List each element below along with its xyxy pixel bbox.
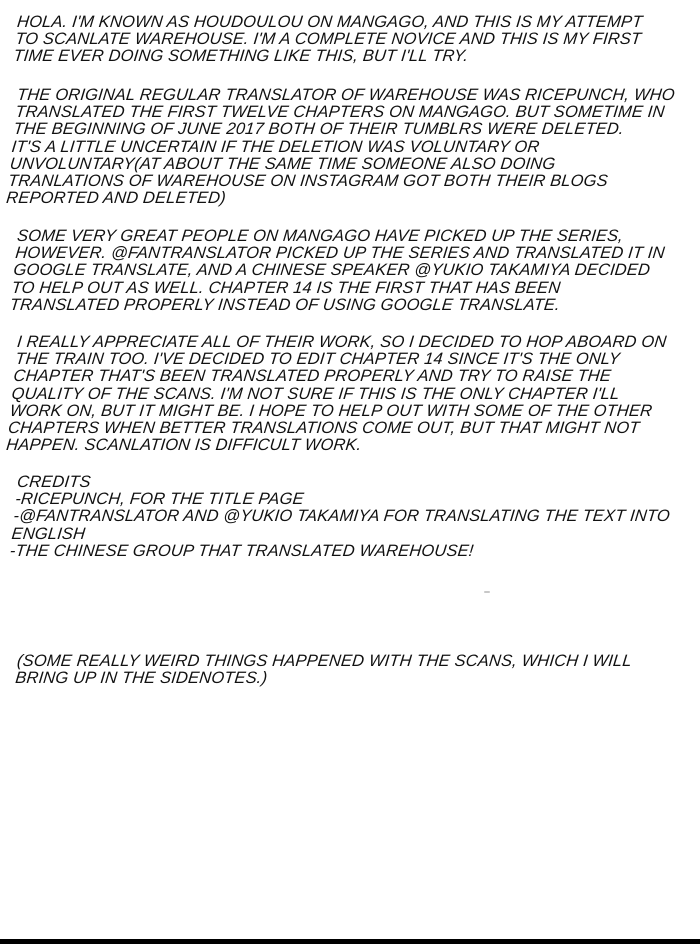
text-line: REPORTED AND DELETED) <box>5 189 227 208</box>
text-line: QUALITY OF THE SCANS. I'M NOT SURE IF THIS IS THE ONLY CHAPTER I'LL <box>10 384 621 403</box>
credit-item: ENGLISH <box>10 524 87 543</box>
text-line: THE ORIGINAL REGULAR TRANSLATOR OF WAREHOUSE WAS RICEPUNCH, WHO <box>16 86 676 104</box>
text-line: HOWEVER. @FANTRANSLATOR PICKED UP THE SERIES AND TRANSLATED IT IN <box>14 244 666 263</box>
text-line: IT'S A LITTLE UNCERTAIN IF THE DELETION WAS VOLUNTARY OR <box>10 137 541 156</box>
credit-item: -RICEPUNCH, FOR THE TITLE PAGE <box>14 490 305 509</box>
text-line: CHAPTERS WHEN BETTER TRANSLATIONS COME OUT, BUT THAT MIGHT NOT <box>7 419 641 438</box>
credits-heading: CREDITS <box>16 473 92 491</box>
text-line: WORK ON, BUT IT MIGHT BE. I HOPE TO HELP OUT WITH SOME OF THE OTHER <box>8 401 654 420</box>
text-line: THE BEGINNING OF JUNE 2017 BOTH OF THEIR TUMBLRS WERE DELETED. <box>12 120 625 139</box>
scan-speck <box>484 591 490 593</box>
appreciation-paragraph <box>5 334 690 454</box>
page-bottom-border <box>0 939 700 944</box>
text-line: TO HELP OUT AS WELL. CHAPTER 14 IS THE FIRST THAT HAS BEEN <box>10 278 562 297</box>
text-line: TO SCANLATE WAREHOUSE. I'M A COMPLETE NOVICE AND THIS IS MY FIRST <box>14 30 643 49</box>
text-line: SOME VERY GREAT PEOPLE ON MANGAGO HAVE PICKED UP THE SERIES, <box>16 227 625 245</box>
text-line: TRANLATIONS OF WAREHOUSE ON INSTAGRAM GOT BOTH THEIR BLOGS <box>7 172 609 191</box>
text-line: TIME EVER DOING SOMETHING LIKE THIS, BUT I'LL TRY. <box>12 47 470 66</box>
text-line: (SOME REALLY WEIRD THINGS HAPPENED WITH THE SCANS, WHICH I WILL <box>16 652 633 670</box>
text-line: TRANSLATED THE FIRST TWELVE CHAPTERS ON MANGAGO. BUT SOMETIME IN <box>14 103 666 122</box>
intro-paragraph <box>13 14 690 66</box>
credit-item: -THE CHINESE GROUP THAT TRANSLATED WAREHOUSE! <box>8 541 475 560</box>
credit-item: -@FANTRANSLATOR AND @YUKIO TAKAMIYA FOR TRANSLATING THE TEXT INTO <box>12 507 671 526</box>
text-line: BRING UP IN THE SIDENOTES.) <box>14 669 269 688</box>
new-translators-paragraph <box>9 228 690 314</box>
text-line: GOOGLE TRANSLATE, AND A CHINESE SPEAKER @YUKIO TAKAMIYA DECIDED <box>12 261 652 280</box>
text-line: I REALLY APPRECIATE ALL OF THEIR WORK, SO I DECIDED TO HOP ABOARD ON <box>16 333 668 351</box>
text-line: HOLA. I'M KNOWN AS HOUDOULOU ON MANGAGO, AND THIS IS MY ATTEMPT <box>16 13 644 31</box>
credits-section <box>9 474 690 560</box>
text-line: TRANSLATED PROPERLY INSTEAD OF USING GOOGLE TRANSLATE. <box>8 295 561 314</box>
text-line: HAPPEN. SCANLATION IS DIFFICULT WORK. <box>5 436 363 455</box>
text-line: THE TRAIN TOO. I'VE DECIDED TO EDIT CHAPTER 14 SINCE IT'S THE ONLY <box>14 350 621 369</box>
sidenote-paragraph <box>14 653 690 687</box>
original-translator-paragraph <box>5 87 690 207</box>
text-line: UNVOLUNTARY(AT ABOUT THE SAME TIME SOMEONE ALSO DOING <box>8 154 557 173</box>
text-line: CHAPTER THAT'S BEEN TRANSLATED PROPERLY AND TRY TO RAISE THE <box>12 367 612 386</box>
